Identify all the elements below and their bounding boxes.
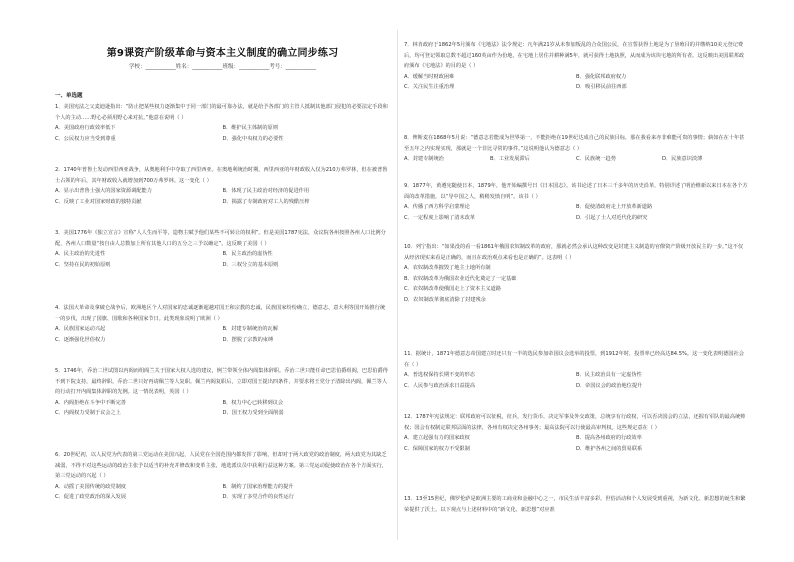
question-options (55, 398, 390, 419)
option-b: B．工业发展滞后 (490, 156, 530, 163)
question-stem: 4．法国大革命及拿破仑战争后，欧洲地区个人对国家的忠诚逐渐超越对国王和宗教的忠诚，民族国家纷纷确立，德意志、意大利等国开始推行统一的步伐，出现了国旗、国歌和各种国家节日。此类现象说明了欧洲（ ） (55, 305, 386, 322)
option-d: D．摆脱了宗教的束缚 (222, 336, 274, 343)
question-8 (404, 133, 748, 165)
option-a: A．缓解当时财政困难 (404, 73, 455, 80)
option-c: C．内阁权力受制于议会之上 (55, 410, 121, 417)
option-a: A．传播了西方科学启蒙理论 (404, 204, 470, 211)
option-d: D．强化中央权力的必要性 (222, 135, 284, 142)
option-b: B．强化联邦政府权力 (576, 73, 627, 80)
option-b: B．封建专制统治的瓦解 (222, 326, 278, 333)
question-options (404, 154, 748, 165)
option-d: D．民族意识淡薄 (662, 156, 703, 163)
question-stem: 8．俾斯麦在1868年5月说：“德意志若能成为世界第一，不能拒绝在19世纪达成自己的民族目标，那在我看来亦非难能可贵的事情；倘如在在十年甚至五年之内实现实现，那就是一个非比寻常的事件。”这说明他认为德意志（ ） (404, 135, 745, 152)
section-heading: 一、单选题 (55, 93, 83, 99)
option-b: B．维护民主体制的原则 (222, 125, 278, 132)
question-12 (404, 412, 748, 454)
option-d: D．实现了多党合作的良性运行 (222, 494, 294, 501)
question-stem: 13．13至15世纪，佛罗伦萨是欧洲主要的工商业和金融中心之一，市民生活丰富多彩。世俗活动和个人发展受到重视，为新文化、新思想的诞生和繁荣提供了沃土。以下观点与上述材料中的“新文化、新思想”对应准 (404, 496, 746, 513)
question-7 (404, 40, 748, 93)
option-b: B．促使清政府走上开放革新道路 (576, 204, 653, 211)
question-options (404, 370, 748, 391)
question-stem: 5．1746年，乔治二世试图以内阁而组阁兰关于国家大权人选的建议，例兰带领全体内阁集体辞职。乔治二世只能任命巴思伯爵组阁，巴思伯爵得不到下院支持，最终辞职。乔治二世只好再请佩兰等人复职。佩兰内阁复职后，立即对国王提出四条件，并要求将王党分子清除出内阁，佩兰等人的行动打开内阁集体辞职的先例。这一情况表明，英国（ ） (55, 368, 388, 396)
column-divider (397, 30, 398, 540)
question-options (55, 482, 390, 503)
question-3 (55, 228, 390, 270)
question-stem: 7．林肯政府于1862年5月颁布《宅地法》法令规定：凡年满21岁从未参加叛乱的合众国公民，在宣誓获得土地是为了垦殖目的并缴纳10美元登记费后，均可登记领取总数不超过160英亩作为份地，在宅地上居住并耕种满5年，就可获得土地执照，从而成为该块宅地的所有者。这反映出美国联邦政府颁布《宅地法》的目的是（ ） (404, 42, 745, 70)
question-stem: 9．1877年，黄遵宪随使日本，1879年，他开始编撰号曰《日本国志》。该书论述了日本三千多年的历史沿革，特别详述了明治维新以来日本在各个方面的改革措施，以“导中国之人，稍稍发愤自明”。该书（ ） (404, 183, 748, 200)
option-a: A．动摇了美国传统的政党制度 (55, 483, 126, 490)
student-info-line: 学校：___________姓名：___________班级：___________考号：___________ (128, 64, 316, 70)
option-c: C．一定程度上影响了清末改革 (404, 214, 476, 221)
option-a: A．显示出普鲁士强大的国家资源调配能力 (55, 188, 152, 195)
option-c: C．农奴制改革使俄国走上了资本主义道路 (404, 286, 501, 293)
option-a: A．民主政治的先进性 (55, 251, 106, 258)
question-options (55, 249, 390, 270)
option-b: B．体现了民主政治对经济的促进作用 (222, 188, 310, 195)
option-d: D．揭露了专制政府对工人的残酷压榨 (222, 198, 310, 205)
option-c: C．民族统一趋势 (576, 156, 616, 163)
question-stem: 12．1787年宪法规定：联邦政府可以征税，征兵，发行货币，决定军事及外交政策，总统享有行政权，可以否决国会的立法，还握有军队的最高统帅权；国会有权制定联邦层面的法律，各州有权决定各州事务；最高法院可以行使最高审判权。这些规定意在（ ） (404, 414, 746, 431)
option-d: D．农奴制改革彻底清除了封建残余 (404, 296, 486, 303)
question-stem: 1．美国宪法之父麦迪逊指出：“防止把某些权力逐渐集中于同一部门的最可靠办法，就是给予各部门的主管人抵制其他部门侵犯的必要法定手段和个人的主动……野心必须用野心来对抗。”他意在说明（ ） (55, 104, 388, 121)
option-d: D．国王权力受到全面削弱 (222, 410, 284, 417)
question-stem: 2．1740年普鲁士发动西里西亚战争，从奥地利手中夺取了西里西亚。在奥地利统治时期，西里西亚的年财政收入仅为210万弗罗林，但在被普鲁士占领的年后，其年财政收入就增加到700万弗罗林。这一变化（ ） (55, 167, 388, 184)
question-9 (404, 181, 748, 223)
option-b: B．农奴制改革为俄国农业近代化奠定了一定基础 (404, 275, 517, 282)
question-6 (55, 450, 390, 503)
option-c: C．保障国家的权力不受限制 (404, 445, 470, 452)
option-c: C．促进了政党政治的深入发展 (55, 494, 127, 501)
option-a: A．普选权保持长期不变的形态 (404, 372, 475, 379)
question-options (404, 433, 748, 454)
question-10 (404, 242, 748, 306)
question-options (55, 324, 390, 345)
question-5 (55, 366, 390, 419)
option-b: B．制约了国家治理能力的提升 (222, 483, 294, 490)
question-1 (55, 102, 390, 144)
question-options (404, 202, 748, 223)
question-options (55, 123, 390, 144)
question-2 (55, 165, 390, 207)
option-c: C．逐渐强化世俗权力 (55, 336, 106, 343)
question-stem: 3．美国1776年《独立宣言》宣称“人人生而平等，造物主赋予他们某些不可转让的权利”。但是美国1787宪法，众议院各州按照各州人口比例分配，各州人口数量“按自由人总数加上所有其他人口的五分之三予以确定”。这反映了美国（ ） (55, 230, 386, 247)
option-c: C．反映了工业对国家财政的独特贡献 (55, 198, 142, 205)
option-b: B．民主政治的虚伪性 (222, 251, 273, 258)
option-b: B．民主政治具有一定虚伪性 (576, 372, 642, 379)
option-a: A．农奴制改革摧毁了地主土地所有制 (404, 265, 491, 272)
option-d: D．引起了士人对近代化的研究 (576, 214, 648, 221)
page-title: 第9课资产阶级革命与资本主义制度的确立同步练习 (106, 48, 339, 59)
option-d: D．帝国议会的政治地位提升 (576, 382, 643, 389)
option-d: D．吸引移民前往西部 (576, 84, 627, 91)
question-stem: 11．据统计，1871年德意志帝国建立时还只有一半的选民参加帝国议会选举的投票，到1912年时，投票率已经高达84.5%。这一变化表明德国社会在（ ） (404, 351, 744, 368)
option-c: C．关注民生注重治理 (404, 84, 455, 91)
question-11 (404, 349, 748, 391)
question-4 (55, 303, 390, 345)
question-stem: 10．列宁指出：“如果没的看一看1861年俄国农奴制改革的政府，那就必然会承认这种改变是封建主义制造的官僚资产阶级开放民主的一步。”这不仅从经济现实来看是正确的，而且在政治观点来看也是正确的”。这表明（ ） (404, 244, 744, 261)
question-13 (404, 494, 748, 515)
question-options (404, 72, 748, 93)
option-a: A．民族国家运动兴起 (55, 326, 106, 333)
question-options (55, 186, 390, 207)
option-a: A．美国政府行政效率低下 (55, 125, 116, 132)
option-d: D．维护各州之间的贸易联系 (576, 445, 643, 452)
option-c: C．坚持在民的初始原则 (55, 261, 111, 268)
option-c: C．人民参与政治诉求日益提高 (404, 382, 476, 389)
question-stem: 6．20世纪初，以人民党为代表的第三党运动在美国兴起，人民党在全国范围内都发挥了影响，但却对于两大政党的政治制度，两大政党为其缺乏减弱，不得不对这些运动的政治主张予以适当的补充并修改和变革主张，地选派议员中获利行益这种方案。第三党运动促使政治在各个方面实行，第三党运动的兴起（ ） (55, 452, 388, 480)
option-b: B．提高各州政府的行政效率 (576, 435, 642, 442)
option-a: A．内阁拒绝在斗争中不断完善 (55, 399, 126, 406)
option-d: D．三权分立的基本原则 (222, 261, 279, 268)
option-b: B．权力中心已转移到议会 (222, 399, 284, 406)
option-c: C．公民权力应当受到尊重 (55, 135, 116, 142)
option-a: A．建立起强有力的国家政权 (404, 435, 470, 442)
option-a: A．封建专制统治 (404, 156, 444, 163)
